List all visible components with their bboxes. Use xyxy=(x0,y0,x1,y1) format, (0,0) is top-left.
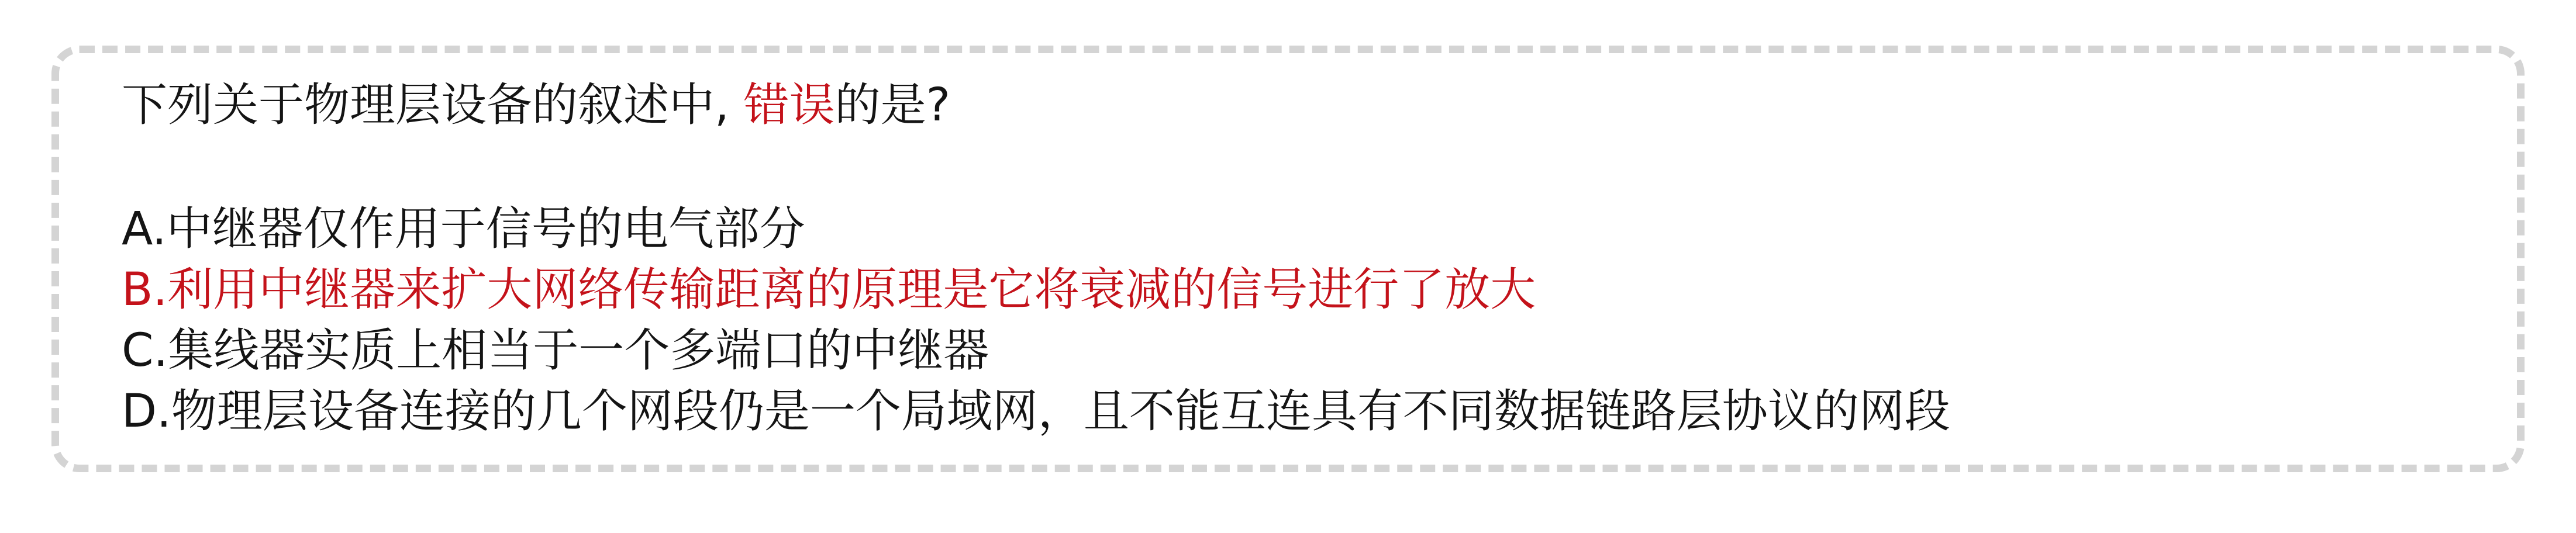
question-text xyxy=(122,75,950,136)
option-c[interactable]: C.集线器实质上相当于一个多端口的中继器 xyxy=(122,324,989,377)
question-prefix: 下列关于物理层设备的叙述中, xyxy=(122,79,744,131)
options-list xyxy=(122,199,1950,442)
option-a[interactable]: A.中继器仅作用于信号的电气部分 xyxy=(122,203,805,255)
option-b-answer[interactable]: B.利用中继器来扩大网络传输距离的原理是它将衰减的信号进行了放大 xyxy=(122,264,1536,316)
option-d[interactable]: D.物理层设备连接的几个网段仍是一个局域网，且不能互连具有不同数据链路层协议的网段 xyxy=(122,385,1950,438)
question-keyword-highlight: 错误 xyxy=(743,79,835,131)
question-suffix: 的是? xyxy=(834,79,951,131)
